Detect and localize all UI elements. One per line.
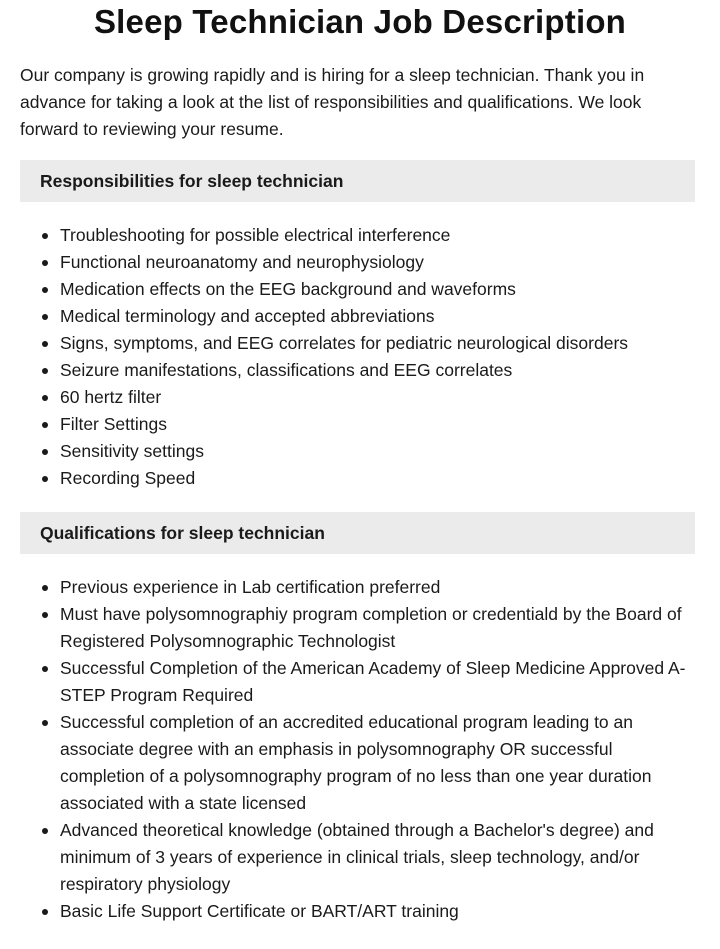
bullet-icon (42, 395, 48, 401)
list-item-text: Medical terminology and accepted abbreviations (60, 306, 435, 326)
responsibilities-list-item (20, 357, 695, 384)
qualifications-list (20, 574, 695, 925)
bullet-icon (42, 341, 48, 347)
bullet-icon (42, 720, 48, 726)
bullet-icon (42, 314, 48, 320)
qualifications-list-item (20, 574, 695, 601)
list-item-text: 60 hertz filter (60, 387, 162, 407)
responsibilities-list-item (20, 384, 695, 411)
responsibilities-list-item (20, 465, 695, 492)
bullet-icon (42, 828, 48, 834)
qualifications-list-item (20, 601, 695, 655)
qualifications-list-item (20, 898, 695, 925)
responsibilities-heading: Responsibilities for sleep technician (20, 160, 695, 202)
page-title: Sleep Technician Job Description (93, 3, 627, 40)
responsibilities-list-item (20, 276, 695, 303)
responsibilities-list-item (20, 411, 695, 438)
bullet-icon (42, 666, 48, 672)
list-item-text: Previous experience in Lab certification preferred (60, 577, 441, 597)
list-item-text: Basic Life Support Certificate or BART/ART training (60, 901, 459, 921)
qualifications-list-item (20, 709, 695, 817)
responsibilities-list (20, 222, 695, 492)
bullet-icon (42, 612, 48, 618)
responsibilities-list-item (20, 438, 695, 465)
list-item-text: Filter Settings (60, 414, 167, 434)
list-item-text: Seizure manifestations, classifications and EEG correlates (60, 360, 513, 380)
qualifications-list-item (20, 817, 695, 898)
list-item-text: Advanced theoretical knowledge (obtained through a Bachelor's degree) and minimum of 3 years of experience in clinical trials, sleep technology, and/or respiratory physiology (60, 820, 654, 894)
bullet-icon (42, 585, 48, 591)
list-item-text: Sensitivity settings (60, 441, 204, 461)
list-item-text: Recording Speed (60, 468, 196, 488)
list-item-text: Troubleshooting for possible electrical interference (60, 225, 451, 245)
list-item-text: Medication effects on the EEG background and waveforms (60, 279, 516, 299)
bullet-icon (42, 287, 48, 293)
bullet-icon (42, 449, 48, 455)
list-item-text: Signs, symptoms, and EEG correlates for pediatric neurological disorders (60, 333, 629, 353)
list-item-text: Successful completion of an accredited educational program leading to an associate degree with an emphasis in polysomnography OR successful completion of a polysomnography program of no less than one year duration associated with a state licensed (60, 712, 652, 813)
responsibilities-list-item (20, 222, 695, 249)
bullet-icon (42, 368, 48, 374)
bullet-icon (42, 233, 48, 239)
bullet-icon (42, 476, 48, 482)
bullet-icon (42, 909, 48, 915)
responsibilities-list-item (20, 249, 695, 276)
bullet-icon (42, 422, 48, 428)
list-item-text: Must have polysomnographiy program completion or credentiald by the Board of Registered Polysomnographic Technologist (60, 604, 682, 651)
list-item-text: Functional neuroanatomy and neurophysiology (60, 252, 424, 272)
qualifications-list-item (20, 655, 695, 709)
intro-paragraph: Our company is growing rapidly and is hiring for a sleep technician. Thank you in advance for taking a look at the list of responsibilities and qualifications. We look forward to reviewing your resume. (20, 65, 645, 139)
bullet-icon (42, 260, 48, 266)
qualifications-heading: Qualifications for sleep technician (20, 512, 695, 554)
responsibilities-list-item (20, 303, 695, 330)
list-item-text: Successful Completion of the American Academy of Sleep Medicine Approved A-STEP Program Required (60, 658, 686, 705)
responsibilities-list-item (20, 330, 695, 357)
